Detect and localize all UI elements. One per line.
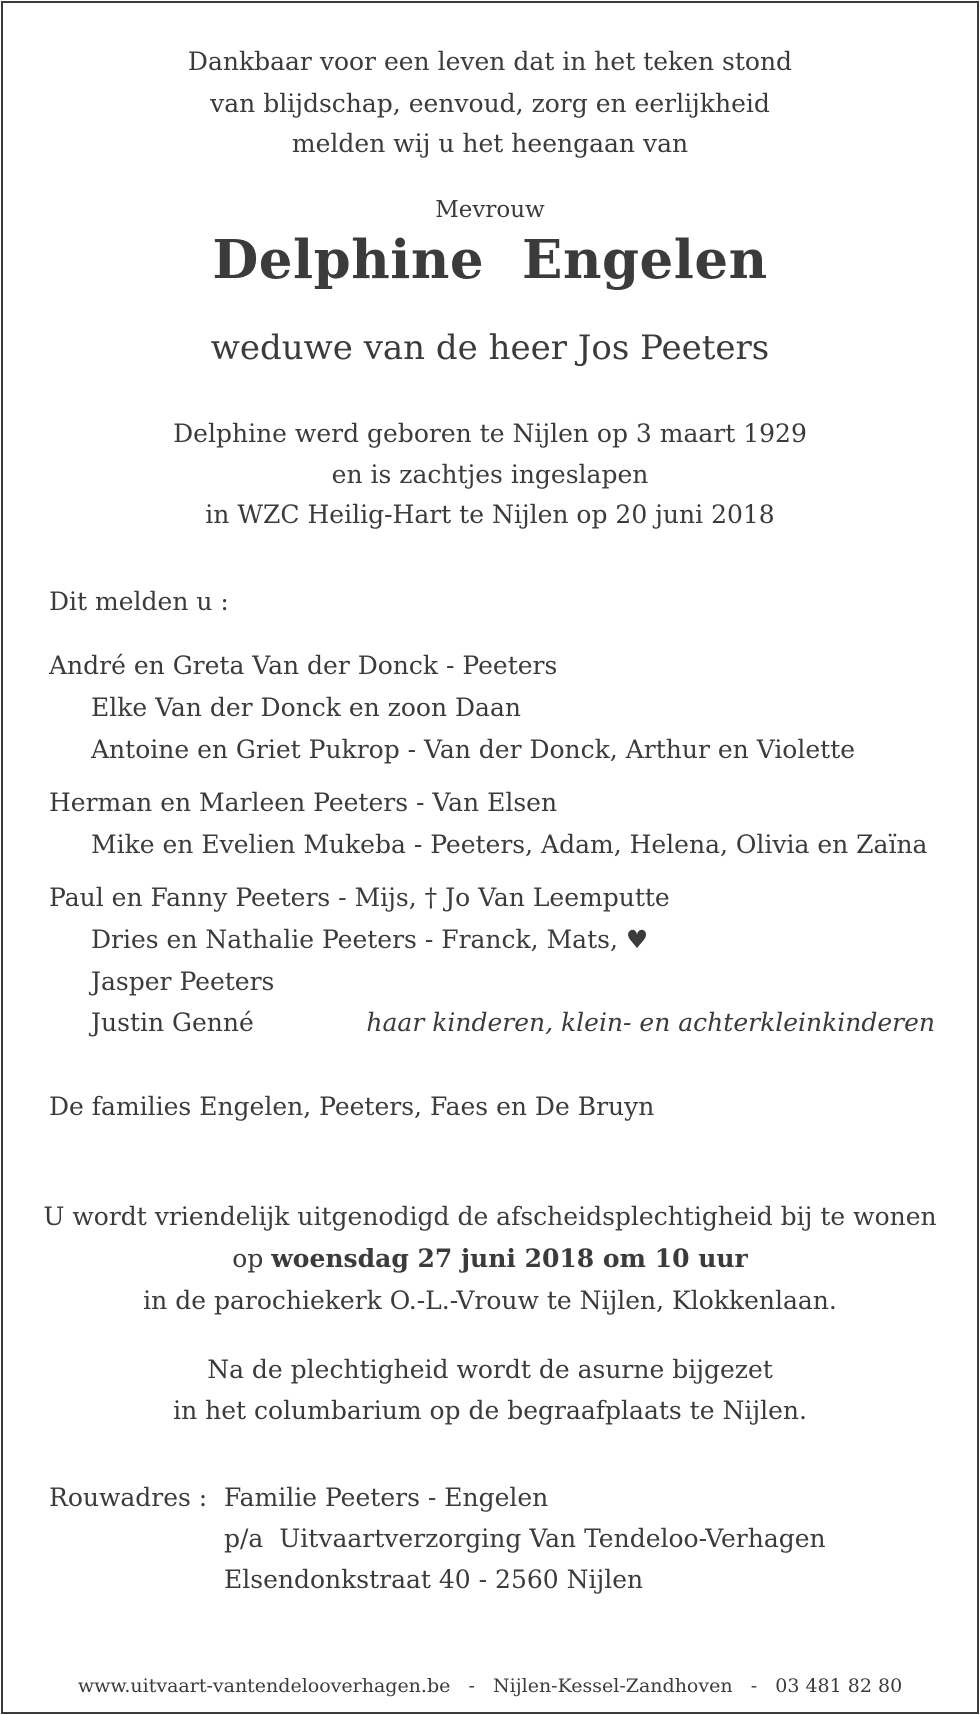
address-line-2: p/a Uitvaartverzorging Van Tendeloo-Verhagen xyxy=(224,1524,826,1553)
family-group-2-member-1: Mike en Evelien Mukeba - Peeters, Adam, Helena, Olivia en Zaïna xyxy=(91,830,928,859)
widow-line: weduwe van de heer Jos Peeters xyxy=(210,328,770,368)
family-group-1-member-1: Elke Van der Donck en zoon Daan xyxy=(91,693,521,722)
families-line: De families Engelen, Peeters, Faes en De Bruyn xyxy=(49,1092,655,1121)
ceremony-datetime: woensdag 27 juni 2018 om 10 uur xyxy=(271,1244,748,1273)
invitation-line-3: in de parochiekerk O.-L.-Vrouw te Nijlen, Klokkenlaan. xyxy=(143,1286,837,1315)
family-group-3-member-2: Jasper Peeters xyxy=(91,967,275,996)
obituary-card xyxy=(1,1,979,1714)
burial-line-1: Na de plechtigheid wordt de asurne bijgezet xyxy=(207,1355,773,1384)
family-group-2-head: Herman en Marleen Peeters - Van Elsen xyxy=(49,788,558,817)
announced-by-label: Dit melden u : xyxy=(49,587,229,616)
salutation: Mevrouw xyxy=(435,197,545,223)
family-caption: haar kinderen, klein- en achterkleinkinderen xyxy=(366,1008,935,1037)
address-label: Rouwadres : xyxy=(49,1483,208,1512)
intro-line-3: melden wij u het heengaan van xyxy=(291,129,689,158)
death-line: in WZC Heilig-Hart te Nijlen op 20 juni 2018 xyxy=(205,500,775,529)
burial-line-2: in het columbarium op de begraafplaats te Nijlen. xyxy=(173,1396,807,1425)
invitation-line-1: U wordt vriendelijk uitgenodigd de afscheidsplechtigheid bij te wonen xyxy=(43,1202,937,1231)
deceased-name: Delphine Engelen xyxy=(212,229,768,291)
invitation-prefix: op xyxy=(232,1244,272,1273)
family-group-1-head: André en Greta Van der Donck - Peeters xyxy=(49,651,558,680)
birth-line: Delphine werd geboren te Nijlen op 3 maart 1929 xyxy=(173,419,807,448)
intro-line-1: Dankbaar voor een leven dat in het teken stond xyxy=(187,47,793,76)
intro-line-2: van blijdschap, eenvoud, zorg en eerlijkheid xyxy=(210,89,770,118)
address-line-3: Elsendonkstraat 40 - 2560 Nijlen xyxy=(224,1565,644,1594)
family-group-1-member-2: Antoine en Griet Pukrop - Van der Donck, Arthur en Violette xyxy=(91,735,856,764)
family-group-3-member-3: Justin Genné xyxy=(91,1008,254,1037)
passing-line: en is zachtjes ingeslapen xyxy=(331,460,649,489)
family-group-3-member-1: Dries en Nathalie Peeters - Franck, Mats, ♥ xyxy=(91,925,649,954)
address-line-1: Familie Peeters - Engelen xyxy=(224,1483,549,1512)
footer-contact: www.uitvaart-vantendelooverhagen.be - Nijlen-Kessel-Zandhoven - 03 481 82 80 xyxy=(77,1675,903,1697)
invitation-line-2 xyxy=(3,1244,977,1273)
family-group-3-head: Paul en Fanny Peeters - Mijs, † Jo Van Leemputte xyxy=(49,883,670,912)
